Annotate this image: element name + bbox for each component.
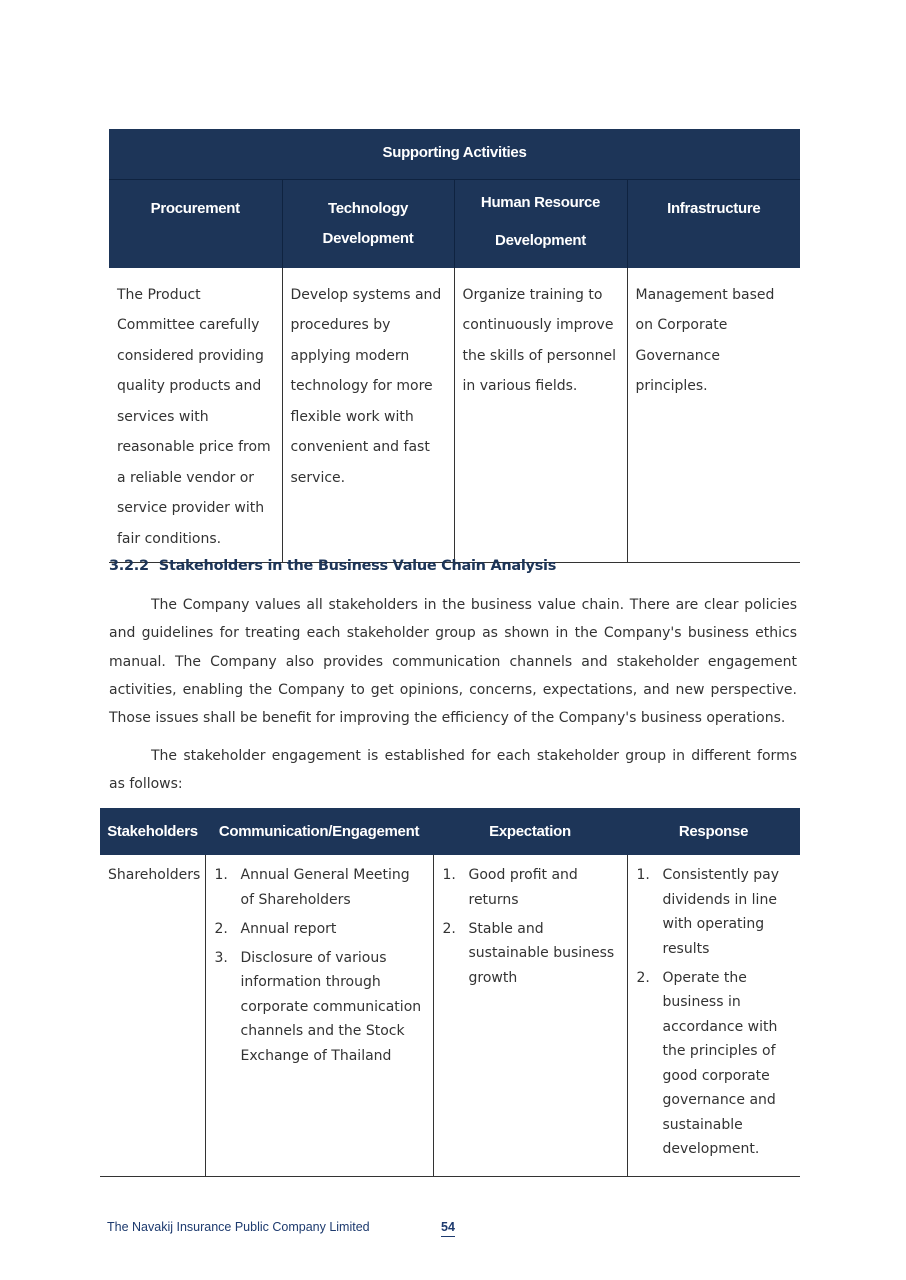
response-header: Response — [627, 808, 800, 855]
expectation-header: Expectation — [433, 808, 627, 855]
response-list — [634, 863, 795, 1162]
list-number: 2. — [442, 920, 456, 937]
list-number: 3. — [214, 949, 228, 966]
supporting-activities-table — [109, 129, 800, 563]
expectation-list — [440, 863, 621, 990]
infrastructure-cell: Management based on Corporate Governance principles. — [627, 268, 800, 563]
procurement-header — [109, 180, 282, 268]
stakeholder-table — [100, 808, 800, 1177]
header-line: Development — [495, 232, 586, 249]
list-text: Annual report — [240, 920, 337, 937]
footer-company-name: The Navakij Insurance Public Company Limited — [107, 1220, 370, 1234]
list-text: Annual General Meeting of Shareholders — [240, 867, 410, 908]
technology-development-header — [282, 180, 454, 268]
page-number: 54 — [441, 1220, 455, 1237]
section-title: Stakeholders in the Business Value Chain Analysis — [158, 558, 557, 574]
engagement-paragraph: The stakeholder engagement is established for each stakeholder group in different forms as follows: — [109, 748, 797, 793]
list-text: Stable and sustainable business growth — [468, 920, 615, 986]
expectation-cell — [433, 855, 627, 1177]
list-text: Good profit and returns — [468, 867, 578, 908]
list-item — [634, 966, 795, 1162]
communication-list — [212, 863, 427, 1068]
list-number: 1. — [214, 867, 228, 883]
header-line: Human Resource — [480, 194, 601, 211]
section-number: 3.2.2 — [109, 558, 149, 574]
list-item — [440, 863, 621, 912]
human-resource-development-cell: Organize training to continuously improve the skills of personnel in various fields. — [454, 268, 627, 563]
list-text: Disclosure of various information through corporate communication channels and the Stock Exchange of Thailand — [240, 949, 422, 1064]
technology-development-cell: Develop systems and procedures by applying modern technology for more flexible work with convenient and fast service. — [282, 268, 454, 563]
stakeholders-header: Stakeholders — [100, 808, 205, 855]
list-item — [440, 917, 621, 991]
intro-paragraph: The Company values all stakeholders in the business value chain. There are clear policies and guidelines for treating each stakeholder group as shown in the Company's business ethics manual. The Company also provides communication channels and stakeholder engagement activities, enabling the Company to get opinions, concerns, expectations, and new perspective. Those issues shall be benefit for improving the efficiency of the Company's business operations. — [109, 597, 797, 727]
infrastructure-header — [627, 180, 800, 268]
list-number: 1. — [636, 867, 650, 883]
supporting-activities-title: Supporting Activities — [109, 129, 800, 180]
list-text: Consistently pay dividends in line with operating results — [662, 867, 780, 957]
list-text: Operate the business in accordance with the principles of good corporate governance and sustainable development. — [662, 969, 778, 1157]
section-heading — [109, 558, 556, 574]
header-line: Technology — [327, 200, 409, 217]
header-line: Infrastructure — [667, 200, 761, 217]
list-item — [212, 863, 427, 912]
header-line: Procurement — [150, 200, 240, 217]
stakeholder-name: Shareholders — [100, 855, 205, 1177]
list-item — [634, 863, 795, 961]
communication-cell — [205, 855, 433, 1177]
list-item — [212, 946, 427, 1069]
list-number: 2. — [214, 920, 228, 937]
header-line: Development — [322, 230, 414, 247]
response-cell — [627, 855, 800, 1177]
list-item — [212, 917, 427, 942]
list-number: 1. — [442, 867, 456, 883]
list-number: 2. — [636, 969, 650, 986]
procurement-cell: The Product Committee carefully considered providing quality products and services with reasonable price from a reliable vendor or service provider with fair conditions. — [109, 268, 282, 563]
communication-header: Communication/Engagement — [205, 808, 433, 855]
human-resource-development-header — [454, 180, 627, 268]
table-row — [100, 855, 800, 1177]
